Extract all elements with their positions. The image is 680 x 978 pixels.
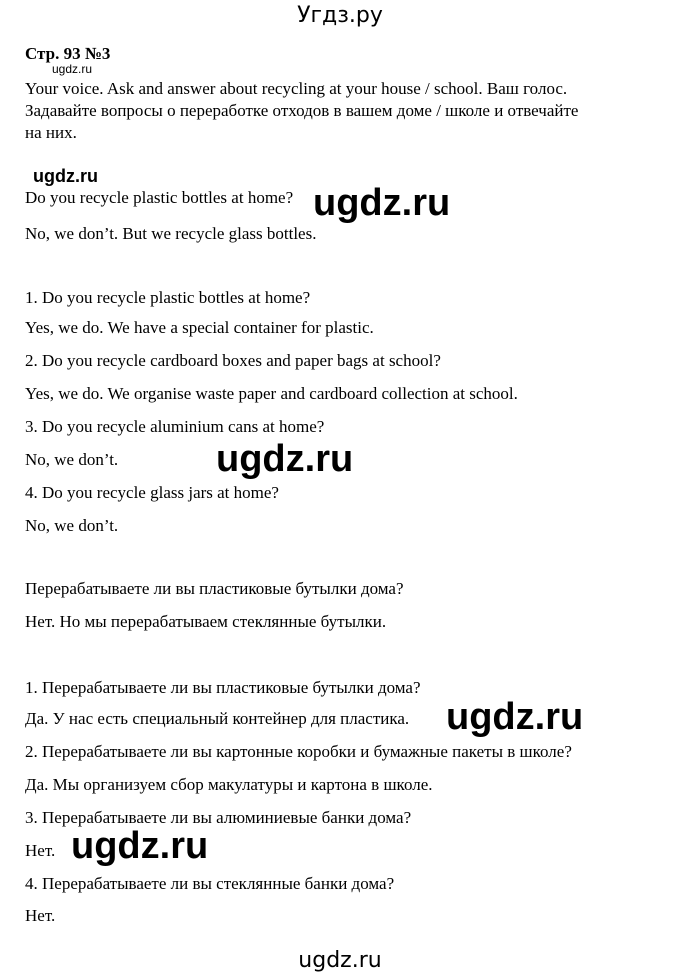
site-title: Угдз.ру [297, 3, 383, 28]
intro-line: Задавайте вопросы о переработке отходов в вашем доме / школе и отвечайте [25, 101, 579, 120]
intro-line: Your voice. Ask and answer about recycling at your house / school. Ваш голос. [25, 79, 568, 98]
example-question-ru: Перерабатываете ли вы пластиковые бутылки дома? [25, 579, 404, 598]
example-answer-en: No, we don’t. But we recycle glass bottles. [25, 224, 317, 243]
answer-ru-1: Да. У нас есть специальный контейнер для пластика. [25, 709, 410, 728]
question-ru-1: 1. Перерабатываете ли вы пластиковые бутылки дома? [25, 678, 421, 697]
question-en-3: 3. Do you recycle aluminium cans at home? [25, 417, 325, 436]
answer-ru-2: Да. Мы организуем сбор макулатуры и картона в школе. [25, 775, 433, 794]
answer-en-1: Yes, we do. We have a special container for plastic. [25, 318, 374, 337]
watermark-big: ugdz.ru [446, 696, 584, 738]
answer-ru-4: Нет. [25, 906, 56, 925]
answer-ru-3: Нет. [25, 841, 56, 860]
site-footer: ugdz.ru [298, 948, 382, 973]
answer-en-2: Yes, we do. We organise waste paper and cardboard collection at school. [25, 384, 518, 403]
question-en-4: 4. Do you recycle glass jars at home? [25, 483, 279, 502]
example-answer-ru: Нет. Но мы перерабатываем стеклянные бутылки. [25, 612, 387, 631]
question-en-2: 2. Do you recycle cardboard boxes and paper bags at school? [25, 351, 441, 370]
question-en-1: 1. Do you recycle plastic bottles at home? [25, 288, 311, 307]
answer-en-4: No, we don’t. [25, 516, 119, 535]
exercise-heading: Стр. 93 №3 [25, 44, 111, 63]
watermark-tiny: ugdz.ru [52, 62, 93, 76]
example-question-en: Do you recycle plastic bottles at home? [25, 188, 294, 207]
watermark-big: ugdz.ru [216, 438, 354, 480]
answer-en-3: No, we don’t. [25, 450, 119, 469]
question-ru-4: 4. Перерабатываете ли вы стеклянные банки дома? [25, 874, 395, 893]
intro-line: на них. [25, 123, 77, 142]
question-ru-2: 2. Перерабатываете ли вы картонные коробки и бумажные пакеты в школе? [25, 742, 572, 761]
exercise-intro [25, 78, 625, 144]
watermark-small: ugdz.ru [33, 166, 98, 186]
question-ru-3: 3. Перерабатываете ли вы алюминиевые банки дома? [25, 808, 412, 827]
watermark-big: ugdz.ru [71, 825, 209, 867]
watermark-big: ugdz.ru [313, 182, 451, 224]
